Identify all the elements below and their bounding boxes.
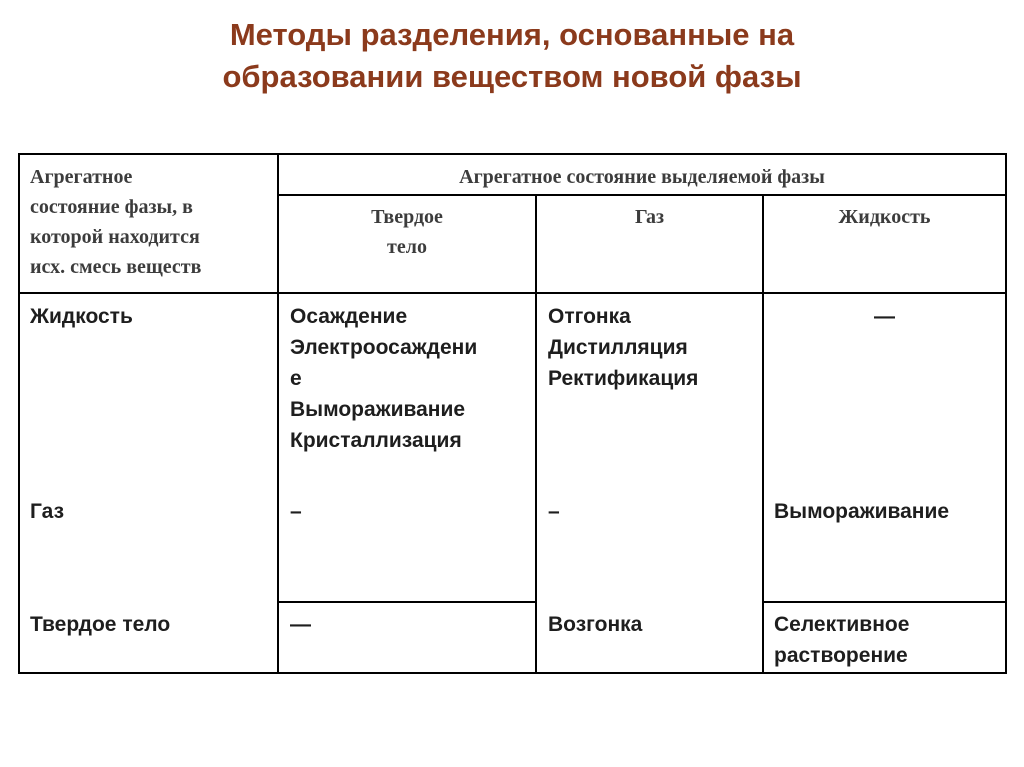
col-header-solid: Твердое тело <box>371 206 443 258</box>
row-liquid-solid-methods: Осаждение Электроосаждени е Вымораживание Кристаллизация <box>290 305 478 452</box>
row-gas-solid-methods: – <box>290 500 302 523</box>
row-liquid-liquid-methods: — <box>874 305 895 328</box>
row-solid-liquid-methods: Селективное растворение <box>774 613 910 667</box>
table-border-left <box>18 153 20 674</box>
title-line-1: Методы разделения, основанные на <box>229 17 795 52</box>
row-solid-solid-methods: — <box>290 613 311 636</box>
row-gas-gas-methods: – <box>548 500 560 523</box>
row-gas-phase: Газ <box>30 500 65 523</box>
row-gas-liquid-methods: Вымораживание <box>774 500 950 523</box>
table-border-right <box>1005 153 1007 674</box>
row-liquid-gas-methods: Отгонка Дистилляция Ректификация <box>548 305 699 390</box>
col-header-gas: Газ <box>634 206 664 228</box>
row-liquid-phase: Жидкость <box>30 305 133 328</box>
page-title <box>0 14 1024 98</box>
row-solid-gas-methods: Возгонка <box>548 613 643 636</box>
solid-row-divider-right <box>762 601 1007 603</box>
group-header: Агрегатное состояние выделяемой фазы <box>459 166 825 188</box>
corner-header: Агрегатное состояние фазы, в которой находится исх. смесь веществ <box>30 166 202 278</box>
table-border-bottom <box>18 672 1007 674</box>
solid-row-divider-left <box>277 601 537 603</box>
table-border-top <box>18 153 1007 155</box>
header-body-divider <box>18 292 1007 294</box>
title-line-2: образовании веществом новой фазы <box>222 59 802 94</box>
group-header-divider <box>277 194 1007 196</box>
col-header-liquid: Жидкость <box>838 206 931 228</box>
row-solid-phase: Твердое тело <box>30 613 171 636</box>
